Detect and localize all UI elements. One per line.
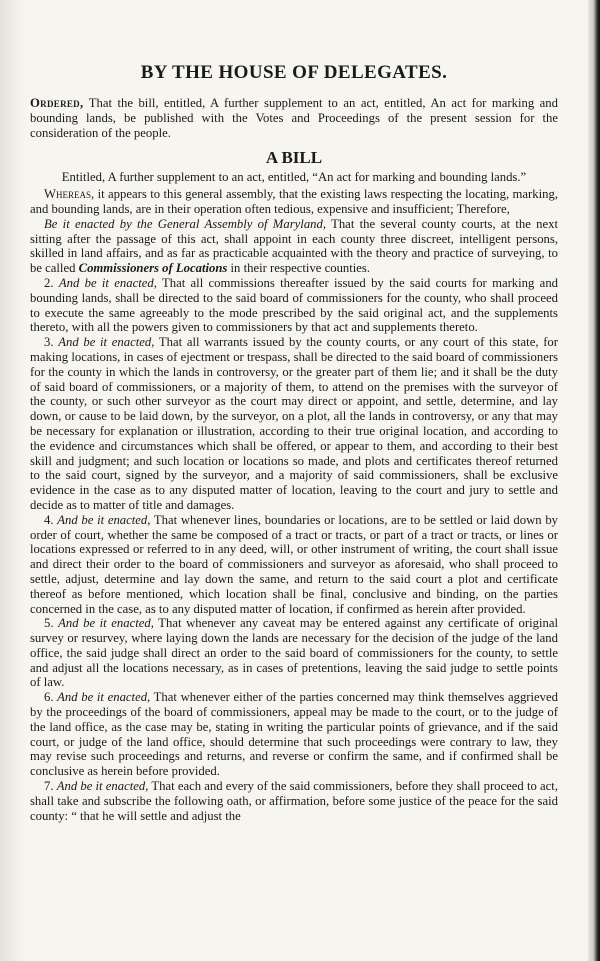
whereas-text: it appears to this general assembly, that the existing laws respecting the locating, marking, and bounding lands, are in their operation often tedious, expensive and insufficient; Therefore, xyxy=(30,187,558,216)
order-text: That the bill, entitled, A further supplement to an act, entitled, An act for marking and bounding lands, be published with the Votes and Proceedings of the present session for the consideration of the people. xyxy=(30,96,558,140)
section-7 xyxy=(30,779,558,823)
section-4-text: That whenever lines, boundaries or locations, are to be settled or laid down by order of court, whether the same be composed of a tract or tracts, or part of a tract or tracts, or lines or locations expressed or referred to in any deed, will, or other instrument of writing, the court shall issue and direct their order to the board of commissioners and surveyor as aforesaid, who shall proceed to settle, adjust, determine and lay down the same, and return to the said court a plot and certificate thereof as before mentioned, which location shall be final, conclusive and binding, on the parties concerned in the case, as to any disputed matter of location, if confirmed as herein after provided. xyxy=(30,512,559,616)
section-5 xyxy=(30,616,558,690)
page-binding-edge xyxy=(0,0,26,961)
section-6-num: 6. xyxy=(44,690,54,705)
section-4-num: 4. xyxy=(44,512,54,527)
section-2 xyxy=(30,276,558,335)
section-7-text: That each and every of the said commissioners, before they shall proceed to act, shall take and subscribe the following oath, or affirmation, before some justice of the peace for the said county: “ that he will settle and adjust the xyxy=(30,779,558,823)
order-paragraph xyxy=(30,96,558,140)
section-6-enact: And be it enacted, xyxy=(57,690,151,705)
section-1-commissioners: Commissioners of Locations xyxy=(78,261,228,276)
section-4-enact: And be it enacted, xyxy=(57,512,151,527)
order-lead: Ordered, xyxy=(30,96,84,110)
section-2-enact: And be it enacted, xyxy=(58,275,157,290)
section-3 xyxy=(30,335,558,513)
section-7-enact: And be it enacted, xyxy=(56,779,149,794)
whereas-paragraph xyxy=(30,187,558,217)
document-body xyxy=(30,62,558,823)
page-header: BY THE HOUSE OF DELEGATES. xyxy=(140,62,448,83)
page-right-edge xyxy=(588,0,600,961)
section-1-enact: Be it enacted by the General Assembly of Maryland, xyxy=(44,216,327,231)
section-1-text-a: That the several county courts, at the next sitting after the passage of this act, shall appoint in each county three discreet, intelligent persons, skilled in land affairs, and as far as practicable acquainted with the theory and practice of surveying, to be called xyxy=(30,216,559,276)
bill-entitled: Entitled, A further supplement to an act, entitled, “An act for marking and bounding lands.” xyxy=(61,170,527,185)
section-3-num: 3. xyxy=(44,335,54,350)
section-2-text: That all commissions thereafter issued by the said courts for marking and bounding lands, shall be directed to the said board of commissioners for the county, who shall proceed to execute the same agreeably to the mode prescribed by the said original act, and the supplements thereto, with all the powers given to commissioners by that act and supplements thereto. xyxy=(30,275,559,335)
bill-title: A BILL xyxy=(265,148,323,168)
section-1-text-b: in their respective counties. xyxy=(227,261,371,276)
section-2-num: 2. xyxy=(44,275,54,290)
section-1 xyxy=(30,217,558,276)
section-6-text: That whenever either of the parties concerned may think themselves aggrieved by the proceedings of the board of commissioners, appeal may be made to the court, or to the judge of the land office, as the case may be, stating in writing the particular points of grievance, and if the said court, or judge of the land office, should determine that such proceedings were contrary to law, they may revise such proceedings and returns, and reverse or confirm the same, and if confirmed shall be conclusive as herein before provided. xyxy=(30,690,558,779)
section-5-text: That whenever any caveat may be entered against any certificate of original survey or resurvey, where laying down the lands are necessary for the decision of the judge of the land office, the said judge shall direct an order to the said board of commissioners for the county, to settle and adjust all the locations necessary, as in cases of pretentions, leaving the said judge to settle points of law. xyxy=(30,616,558,690)
section-3-text: That all warrants issued by the county courts, or any court of this state, for making locations, in cases of ejectment or trespass, shall be directed to the said board of commissioners for the county in which the lands in controversy, or the greater part of them lie; and it shall be the duty of said board of commissioners, or a majority of them, to attend on the premises with the surveyor of the county, or such other surveyor as the court may direct or appoint, and settle, determine, and lay down, or cause to be laid down, by the surveyor, on a plot, all the lands in controversy, or any that may be necessary for explanation or illustration, according to their true original location, and according to the evidence and circumstances which shall be offered, or appear to them, and according to their best skill and judgment; and such location or locations so made, and plots and certificates thereof returned to the said court, signed by the surveyor, and a majority of said commissioners, shall be exclusive evidence in the case as to any disputed matter of location, leaving to the court and jury to settle and decide as to matter of title and damages. xyxy=(30,335,558,512)
section-6 xyxy=(30,690,558,779)
section-5-enact: And be it enacted, xyxy=(58,616,154,631)
section-5-num: 5. xyxy=(44,616,54,631)
whereas-lead: Whereas, xyxy=(44,187,95,202)
section-7-num: 7. xyxy=(44,779,54,794)
section-4 xyxy=(30,513,558,617)
section-3-enact: And be it enacted, xyxy=(58,335,155,350)
